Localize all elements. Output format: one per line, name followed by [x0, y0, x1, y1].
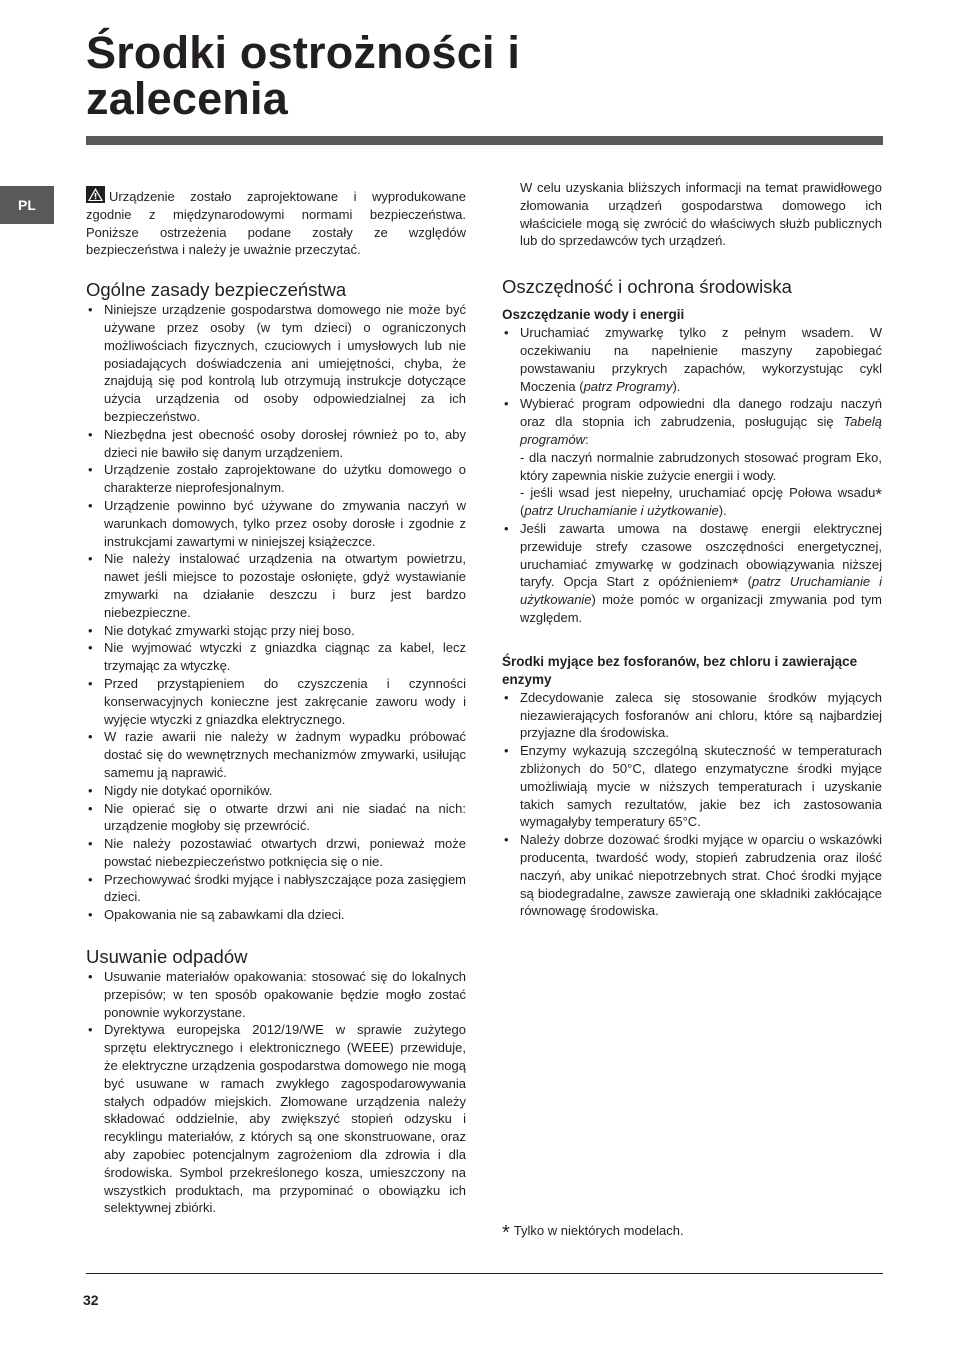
- page-title: [86, 27, 521, 124]
- list-item: • W razie awarii nie należy w żadnym wypadku próbować dostać się do wewnętrznych mechanizmów zmywarki, usiłując samemu ją naprawić.: [86, 728, 466, 781]
- paren-close: ).: [718, 503, 727, 519]
- list-item: • Przechowywać środki myjące i nabłyszczające poza zasięgiem dzieci.: [86, 871, 466, 907]
- item-text: Wybierać program odpowiedni dla danego rodzaju naczyń oraz dla stopnia ich zabrudzenia, posługując się: [520, 396, 882, 430]
- footnote: [502, 1222, 684, 1242]
- item-text-colon: :: [585, 431, 589, 447]
- item-text-end: ) może pomóc w organizacji zmywania pod tym względem.: [520, 592, 882, 625]
- list-item: • Dyrektywa europejska 2012/19/WE w sprawie zużytego sprzętu elektrycznego i elektronicznego (WEEE) przewiduje, że elektryczne urządzenia gospodarstwa domowego nie mogą być usuwane w ramach zwykłego zagospodarowywania stałych odpadów miejskich. Złomowane urządzenia należy składować oddzielnie, aby zwiększyć stopień odzysku i recyklingu materiałów, z których są one skonstruowane, oraz aby zapobiec potencjalnym zagrożeniom dla zdrowia i dla środowiska. Symbol przekreślonego kosza, umieszczony na wszystkich produktach, ma przypominać o obowiązku ich selektywnej zbiórki.: [86, 1021, 466, 1217]
- list-item: [502, 520, 882, 627]
- safety-intro-text: Urządzenie zostało zaprojektowane i wyprodukowane zgodnie z międzynarodowymi normami bezpieczeństwa. Poniższe ostrzeżenia podane zostały ze względów bezpieczeństwa i należy je uważnie przeczytać.: [86, 189, 466, 258]
- cross-reference: patrz Uruchamianie i użytkowanie: [520, 574, 882, 608]
- list-item: • Nie należy pozostawiać otwartych drzwi, ponieważ może powstać niebezpieczeństwo potknięcia się o nie.: [86, 835, 466, 871]
- list-item: [502, 324, 882, 395]
- item-text-end: ).: [672, 378, 681, 394]
- disposal-list: [86, 968, 466, 1217]
- list-item: [502, 395, 882, 520]
- cross-reference: patrz Uruchamianie i użytkowanie: [524, 503, 719, 519]
- water-energy-list: [502, 324, 882, 627]
- right-column: [502, 179, 882, 920]
- list-item: • Nie opierać się o otwarte drzwi ani nie siadać na nich: urządzenie mogłoby się przewrócić.: [86, 800, 466, 836]
- footnote-marker: *: [875, 485, 882, 505]
- item-subline: [520, 485, 882, 518]
- list-item: • Nie należy instalować urządzenia na otwartym powietrzu, nawet jeśli miejsce to pozostaje osłonięte, gdyż wystawianie zmywarki na działanie deszczu i burz jest bardzo niebezpieczne.: [86, 550, 466, 621]
- list-item: • Opakowania nie są zabawkami dla dzieci.: [86, 906, 466, 924]
- savings-heading: Oszczędność i ochrona środowiska: [502, 276, 792, 298]
- list-item: • Usuwanie materiałów opakowania: stosować się do lokalnych przepisów; w ten sposób opakowanie będzie mogło zostać ponownie wykorzystane.: [86, 968, 466, 1021]
- item-text: Jeśli zawarta umowa na dostawę energii elektrycznej przewiduje strefy czasowe oszczędności energetycznej, uruchamiać zmywarkę w godzinach obowiązywania niższej taryfy. Opcja Start z opóźnieniem: [520, 520, 882, 590]
- footnote-marker: *: [732, 574, 739, 594]
- list-item: • Enzymy wykazują szczególną skuteczność w temperaturach zbliżonych do 50°C, dlatego enzymatyczne środki myjące umożliwiają mycie w niższych temperaturach i uzyskanie takich samych rezultatów, jakie bez ich zastosowania wymagałyby temperatury 65°C.: [502, 742, 882, 831]
- item-text: Uruchamiać zmywarkę tylko z pełnym wsadem. W oczekiwaniu na napełnienie maszyny zapobiegać powstawaniu przykrych zapachów, wykorzystując cykl Moczenia (: [520, 325, 882, 394]
- list-item: • Przed przystąpieniem do czyszczenia i czynności konserwacyjnych konieczne jest zakręcanie zaworu wody i wyjęcie wtyczki z gniazdka elektrycznego.: [86, 675, 466, 728]
- list-item: • Należy dobrze dozować środki myjące w oparciu o wskazówki producenta, twardość wody, stopień zabrudzenia oraz ilość naczyń, aby unikać niepotrzebnych strat. Choć środki myjące są biodegradalne, zawsze zawierają one składniki zakłócające równowagę środowiska.: [502, 831, 882, 920]
- detergents-subheading: Środki myjące bez fosforanów, bez chloru i zawierające enzymy: [502, 653, 858, 687]
- item-subline-text: - jeśli wsad jest niepełny, uruchamiać opcję Połowa wsadu: [520, 485, 876, 501]
- page-number: 32: [83, 1292, 99, 1308]
- cross-reference: Tabelą programów: [520, 414, 882, 447]
- language-tab: PL: [0, 186, 54, 224]
- disposal-info-text: W celu uzyskania bliższych informacji na temat prawidłowego złomowania urządzeń gospodarstwa domowego ich właściciele mogą się zwrócić do właściwych służb publicznych lub do sprzedawców tych urządzeń.: [520, 180, 882, 249]
- list-item: • Nie wyjmować wtyczki z gniazdka ciągnąc za kabel, lecz trzymając za wtyczkę.: [86, 639, 466, 675]
- list-item: • Urządzenie powinno być używane do zmywania naczyń w warunkach domowych, tylko przez osoby dorosłe i zgodnie z instrukcjami zawartymi w niniejszej książeczce.: [86, 497, 466, 550]
- paren-open: (: [520, 503, 525, 519]
- page-title-line-2: zalecenia: [86, 73, 288, 124]
- footnote-star: *: [502, 1222, 510, 1244]
- paren-open: (: [738, 574, 752, 590]
- list-item: • Nie dotykać zmywarki stojąc przy niej boso.: [86, 622, 466, 640]
- left-column: [86, 186, 466, 1217]
- list-item: • Urządzenie zostało zaprojektowane do użytku domowego o charakterze nieprofesjonalnym.: [86, 461, 466, 497]
- title-divider: [86, 136, 883, 145]
- item-subline: - dla naczyń normalnie zabrudzonych stosować program Eko, który zapewnia niskie zużycie energii i wody.: [520, 449, 882, 483]
- warning-triangle-icon: [86, 186, 105, 203]
- page-title-line-1: Środki ostrożności i: [86, 27, 521, 78]
- detergents-list: [502, 689, 882, 920]
- disposal-heading: Usuwanie odpadów: [86, 946, 248, 968]
- general-safety-list: [86, 301, 466, 924]
- cross-reference: patrz Programy: [583, 378, 673, 394]
- list-item: • Zdecydowanie zaleca się stosowanie środków myjących niezawierających fosforanów ani chloru, które są najbardziej przyjazne dla środowiska.: [502, 689, 882, 742]
- safety-intro: [86, 186, 466, 259]
- list-item: • Niezbędna jest obecność osoby dorosłej również po to, aby dzieci nie bawiło się danym urządzeniem.: [86, 426, 466, 462]
- footnote-text: Tylko w niektórych modelach.: [513, 1223, 684, 1238]
- general-safety-heading: Ogólne zasady bezpieczeństwa: [86, 279, 347, 301]
- list-item: • Niniejsze urządzenie gospodarstwa domowego nie może być używane przez osoby (w tym dzieci) o ograniczonych możliwościach fizycznych, czuciowych i umysłowych lub nie posiadających doświadczenia ani umiejętności, chyba, że znajdują się pod kontrolą lub otrzymują instrukcje dotyczące użycia urządzenia od osoby odpowiedzialnej za ich bezpieczeństwo.: [86, 301, 466, 426]
- footer-divider: [86, 1273, 883, 1274]
- list-item: • Nigdy nie dotykać oporników.: [86, 782, 466, 800]
- water-energy-subheading: Oszczędzanie wody i energii: [502, 307, 685, 323]
